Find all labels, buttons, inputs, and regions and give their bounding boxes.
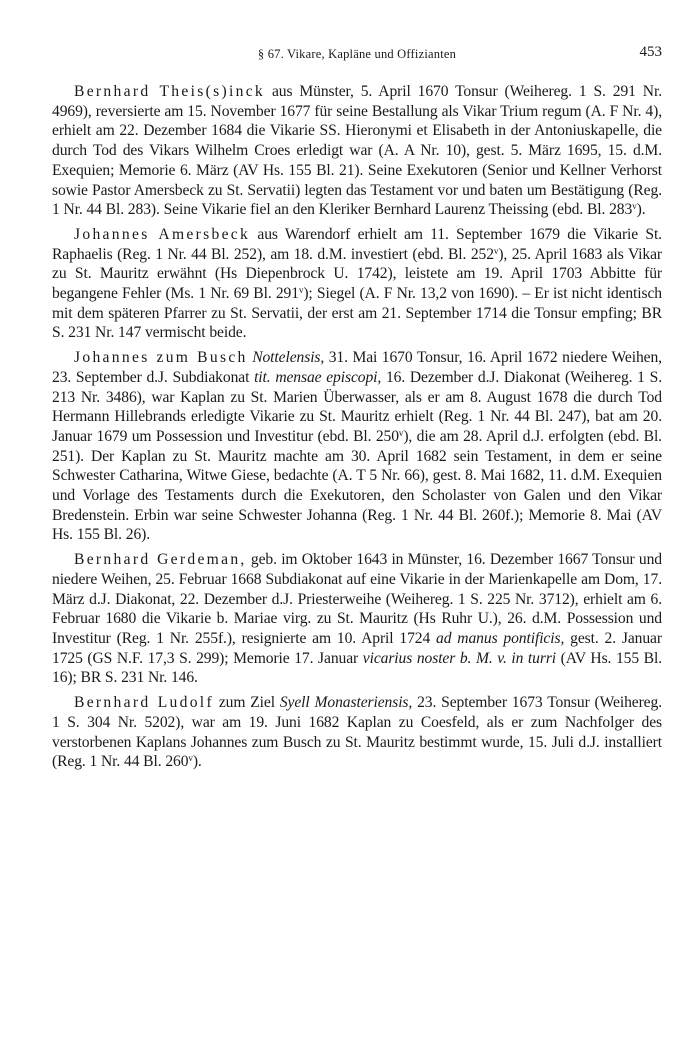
running-head [52,44,662,64]
entry-italic: tit. mensae episcopi, [254,368,382,386]
entry-italic: vicarius noster b. M. v. in turri [362,649,557,667]
entry-zum-busch [52,348,662,545]
entry-italic: ad manus pontificis, [436,629,565,647]
entry-name: Bernhard Gerdeman, [74,551,247,569]
entry-text: ), die am 28. April d.J. erfolgten (ebd. Bl. 251). Der Kaplan zu St. Mauritz machte am 30. April 1682 sein Testament, in dem er seine Schwester Catharina, Witwe Giese, bedachte (A. T 5 Nr. 66), gest. 8. Mai 1682, 11. d.M. Exequien und Vorlage des Testaments durch die Exekutoren, den Scholaster von Galen und den Vikar Bredenstein. Erbin war seine Schwester Johanna (Reg. 1 Nr. 44 Bl. 260f.); Memorie 8. Mai (AV Hs. 155 Bl. 26). [52,427,662,544]
entry-text: aus Warendorf erhielt am 11. September 1679 die Vikarie St. Raphaelis (Reg. 1 Nr. 44 Bl. 252), am 18. d.M. investiert (ebd. Bl. 252 [52,225,662,263]
entry-text: ). [636,201,646,219]
entry-text: gest. 2. Januar 1725 (GS N.F. 17,3 S. 299); Memorie 17. Januar [52,629,662,667]
verso-mark: v [188,753,193,764]
running-head-title: § 67. Vikare, Kapläne und Offizianten [257,47,457,61]
entry-name: Johannes zum Busch [74,349,248,367]
body-text [52,82,662,777]
entry-gerdeman [52,550,662,688]
verso-mark: v [632,201,637,212]
entry-name: Bernhard Theis(s)inck [74,83,266,100]
entry-amersbeck [52,225,662,343]
entry-text: ). [192,753,202,771]
entry-text: 31. Mai 1670 Tonsur, 16. April 1672 niedere Weihen, 23. September d.J. Subdiakonat [52,349,662,386]
entry-name: Bernhard Ludolf [74,694,214,712]
entry-ludolf [52,693,662,772]
entry-text: 16. Dezember d.J. Diakonat (Weihereg. 1 S. 213 Nr. 3486), war Kaplan zu St. Marien Überwasser, als er am 8. August 1678 die durch Tod Hermann Hillebrands erledigte Vikarie zu St. Mauritz erhielt (Reg. 1 Nr. 44 Bl. 247), bat am 20. Januar 1679 um Possession und Investitur (ebd. Bl. 250 [52,368,662,445]
entry-text: 23. September 1673 Tonsur (Weihereg. 1 S. 304 Nr. 5202), war am 19. Juni 1682 Kaplan zu Coesfeld, als er zum Nachfolger des verstorbenen Kaplans Johannes zum Busch zu St. Mauritz bestimmt wurde, 15. Juli d.J. installiert (Reg. 1 Nr. 44 Bl. 260 [52,694,662,771]
entry-text: geb. im Oktober 1643 in Münster, 16. Dezember 1667 Tonsur und niedere Weihen, 25. Februar 1668 Subdiakonat auf eine Vikarie in der Marienkapelle am Dom, 17. März d.J. Diakonat, 22. Dezember d.J. Priesterweihe (Weihereg. 1 S. 225 Nr. 3712), erhielt am 6. Februar 1680 die Vikarie b. Mariae virg. zu St. Mauritz (Hs Ruhr U.), 26. d.M. Possession und Investitur (Reg. 1 Nr. 255f.), resignierte am 10. April 1724 [52,551,662,647]
entry-text: zum Ziel [213,694,280,712]
verso-mark: v [398,427,404,438]
entry-text: (AV Hs. 155 Bl. 16); BR S. 231 Nr. 146. [52,649,663,687]
verso-mark: v [493,245,499,256]
entry-theissinck [52,82,662,220]
book-page [52,0,662,1048]
entry-italic: Nottelensis, [252,349,325,367]
verso-mark: v [298,285,304,296]
entry-text: ); Siegel (A. F Nr. 13,2 von 1690). – Er ist nicht identisch mit dem späteren Pfarrer zu St. Servatii, der erst am 21. September 1714 die Tonsur empfing; BR S. 231 Nr. 147 vermischt beide. [52,285,662,342]
page-number: 453 [639,44,662,60]
entry-text: aus Münster, 5. April 1670 Tonsur (Weihereg. 1 S. 291 Nr. 4969), reversierte am 15. November 1677 für seine Bestallung als Vikar Trium regum (A. F Nr. 4), erhielt am 22. Dezember 1684 die Vikarie SS. Hieronymi et Elisabeth in der Antoniuskapelle, die durch Tod des Vikars Wilhelm Croes erledigt war (A. A Nr. 10), gest. 5. März 1695, 15. d.M. Exequien; Memorie 6. März (AV Hs. 155 Bl. 21). Seine Exekutoren (Senior und Kellner Verhorst sowie Pastor Amersbeck zu St. Servatii) legten das Testament vor und baten um Bestätigung (Reg. 1 Nr. 44 Bl. 283). Seine Vikarie fiel an den Kleriker Bernhard Laurenz Theissing (ebd. Bl. 283 [52,83,662,219]
entry-name: Johannes Amersbeck [74,225,251,243]
entry-italic: Syell Monasteriensis, [279,694,413,712]
entry-text: ), 25. April 1683 als Vikar zu St. Mauritz erwähnt (Hs Diepenbrock U. 1742), leistete am 19. April 1703 Abbitte für begangene Fehler (Ms. 1 Nr. 69 Bl. 291 [52,245,663,303]
